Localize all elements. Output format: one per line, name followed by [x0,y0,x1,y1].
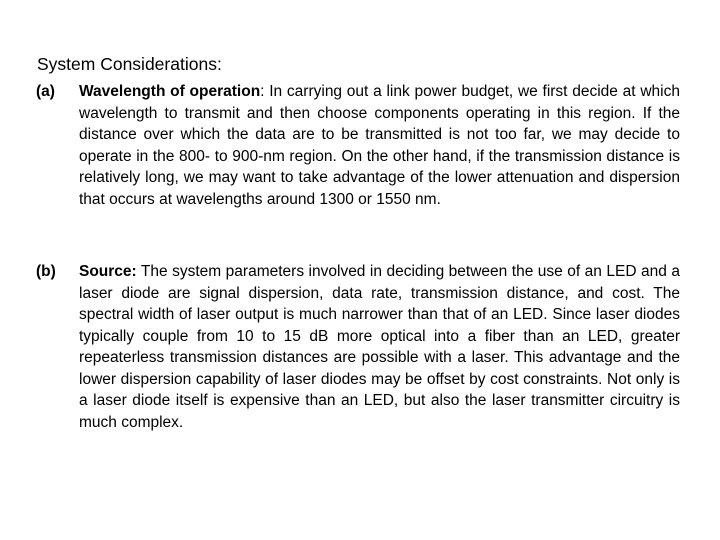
item-term: Wavelength of operation [79,83,261,100]
list-item-body [79,261,680,433]
item-text: In carrying out a link power budget, we first decide at which wavelength to transmit and then choose components operating in this region. If the distance over which the data are to be transmitted is not too far, we may decide to operate in the 800- to 900-nm region. On the other hand, if the transmission distance is relatively long, we may want to take advantage of the lower attenuation and dispersion that occurs at wavelengths around 1300 or 1550 nm. [79,83,680,208]
page-title: System Considerations: [37,54,222,74]
list-item-a [36,81,680,210]
list-marker: (a) [36,83,55,100]
item-term: Source: [79,263,137,280]
item-term-suffix: : [260,83,265,100]
list-item-b [36,261,680,433]
item-text: The system parameters involved in deciding between the use of an LED and a laser diode are signal dispersion, data rate, transmission distance, and cost. The spectral width of laser output is much narrower than that of an LED. Since laser diodes typically couple from 10 to 15 dB more optical into a fiber than an LED, greater repeaterless transmission distances are possible with a laser. This advantage and the lower dispersion capability of laser diodes may be offset by cost constraints. Not only is a laser diode itself is expensive than an LED, but also the laser transmitter circuitry is much complex. [79,263,680,431]
list-item-body [79,81,680,210]
list-marker: (b) [36,263,56,280]
